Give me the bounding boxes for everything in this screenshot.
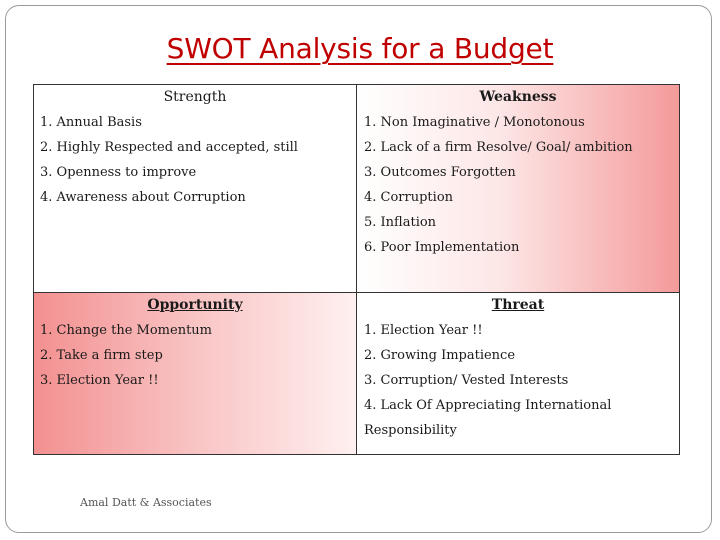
list-item: 1. Change the Momentum	[40, 323, 213, 338]
opportunity-heading: Opportunity	[147, 297, 243, 313]
slide-title: SWOT Analysis for a Budget	[166, 32, 554, 65]
threat-quadrant	[357, 293, 679, 454]
strength-quadrant	[34, 85, 357, 293]
list-item: 3. Corruption/ Vested Interests	[364, 373, 569, 388]
list-item: 4. Corruption	[364, 190, 454, 205]
opportunity-quadrant	[34, 293, 357, 454]
list-item: 1. Non Imaginative / Monotonous	[364, 115, 585, 130]
list-item: 1. Election Year !!	[364, 323, 483, 338]
list-item: 2. Lack of a firm Resolve/ Goal/ ambition	[364, 140, 633, 155]
weakness-list	[357, 110, 679, 260]
list-item: 1. Annual Basis	[40, 115, 142, 130]
weakness-heading: Weakness	[479, 89, 557, 105]
strength-heading: Strength	[163, 89, 227, 105]
threat-list	[357, 318, 679, 443]
list-item: Responsibility	[364, 423, 457, 438]
weakness-quadrant	[357, 85, 679, 293]
list-item: 4. Lack Of Appreciating International	[364, 398, 612, 413]
list-item: 3. Outcomes Forgotten	[364, 165, 516, 180]
strength-list	[34, 110, 356, 210]
list-item: 6. Poor Implementation	[364, 240, 520, 255]
list-item: 3. Openness to improve	[40, 165, 197, 180]
threat-heading: Threat	[491, 297, 545, 313]
swot-grid	[33, 84, 680, 455]
opportunity-list	[34, 318, 356, 393]
list-item: 2. Growing Impatience	[364, 348, 516, 363]
footer-credit: Amal Datt & Associates	[80, 496, 212, 509]
list-item: 2. Take a firm step	[40, 348, 163, 363]
list-item: 2. Highly Respected and accepted, still	[40, 140, 298, 155]
list-item: 5. Inflation	[364, 215, 437, 230]
list-item: 4. Awareness about Corruption	[40, 190, 246, 205]
list-item: 3. Election Year !!	[40, 373, 159, 388]
